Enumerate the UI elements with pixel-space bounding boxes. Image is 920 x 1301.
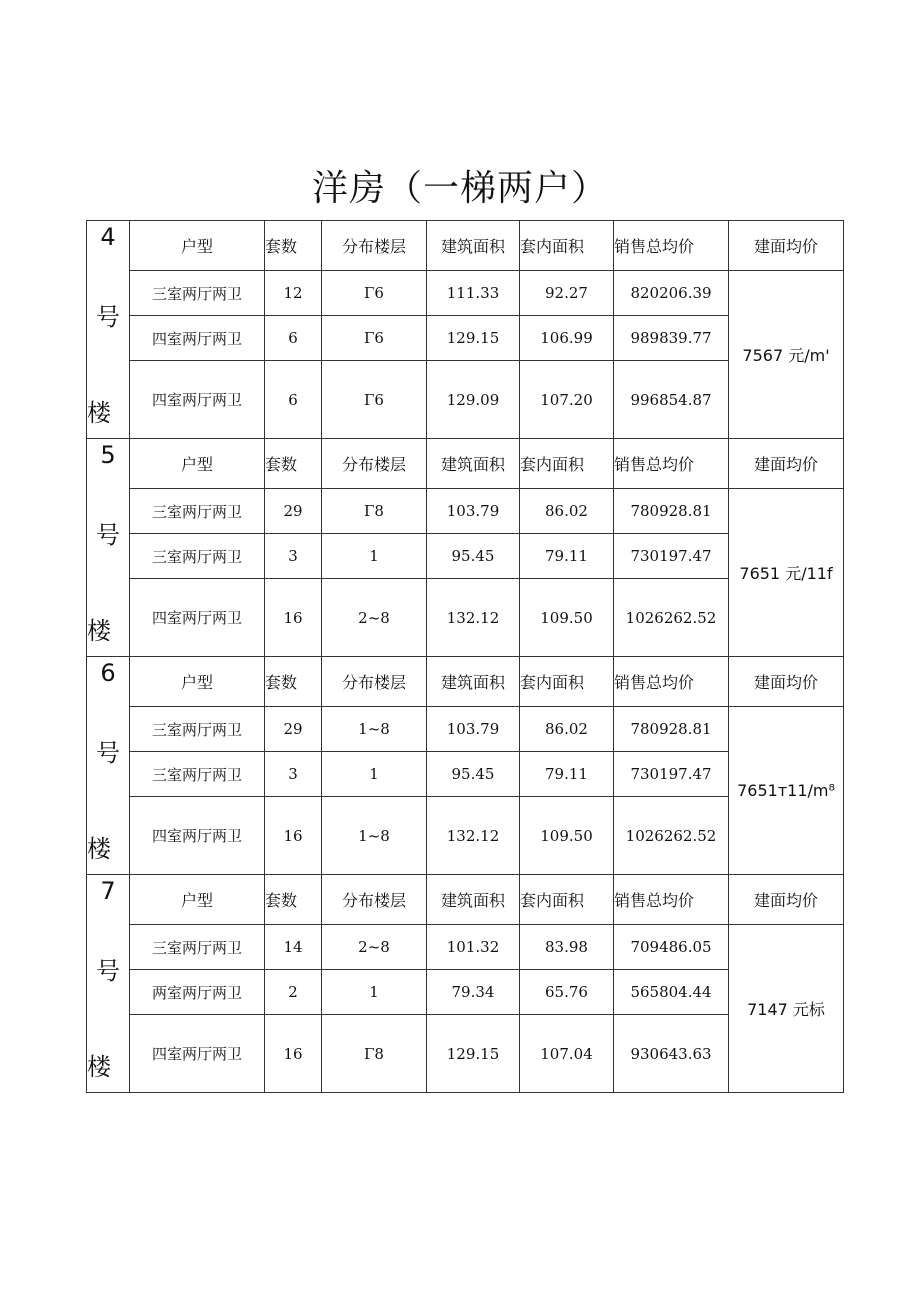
floor-range: Γ6 xyxy=(322,361,427,439)
net-area: 79.11 xyxy=(520,752,614,797)
building-hao-char: 号 xyxy=(96,739,120,767)
total-price: 730197.47 xyxy=(614,752,729,797)
column-header: 户型 xyxy=(130,221,265,271)
net-area: 107.20 xyxy=(520,361,614,439)
total-price: 780928.81 xyxy=(614,489,729,534)
column-header: 销售总均价 xyxy=(614,875,729,925)
floor-range: 1 xyxy=(322,534,427,579)
building-number: 6 xyxy=(100,659,116,687)
unit-count: 6 xyxy=(265,361,322,439)
floor-range: 2~8 xyxy=(322,925,427,970)
unit-type: 三室两厅两卫 xyxy=(130,489,265,534)
unit-count: 16 xyxy=(265,1015,322,1093)
column-header: 建筑面积 xyxy=(427,875,520,925)
average-price: 7147 元标 xyxy=(729,925,844,1093)
table-row xyxy=(87,271,844,316)
column-header: 户型 xyxy=(130,657,265,707)
building-lou-char: 楼 xyxy=(87,835,111,863)
column-header: 建筑面积 xyxy=(427,657,520,707)
unit-count: 14 xyxy=(265,925,322,970)
net-area: 65.76 xyxy=(520,970,614,1015)
gross-area: 103.79 xyxy=(427,707,520,752)
unit-type: 三室两厅两卫 xyxy=(130,707,265,752)
net-area: 92.27 xyxy=(520,271,614,316)
floor-range: Γ6 xyxy=(322,316,427,361)
building-number: 4 xyxy=(100,223,116,251)
column-header: 套内面积 xyxy=(520,439,614,489)
total-price: 780928.81 xyxy=(614,707,729,752)
total-price: 709486.05 xyxy=(614,925,729,970)
unit-count: 29 xyxy=(265,489,322,534)
page-title: 洋房（一梯两户） xyxy=(311,168,608,209)
net-area: 86.02 xyxy=(520,489,614,534)
unit-count: 6 xyxy=(265,316,322,361)
table-row xyxy=(87,925,844,970)
gross-area: 101.32 xyxy=(427,925,520,970)
unit-type: 三室两厅两卫 xyxy=(130,534,265,579)
column-header: 销售总均价 xyxy=(614,221,729,271)
total-price: 730197.47 xyxy=(614,534,729,579)
total-price: 1026262.52 xyxy=(614,797,729,875)
column-header: 套数 xyxy=(265,221,322,271)
column-header: 分布楼层 xyxy=(322,439,427,489)
gross-area: 132.12 xyxy=(427,579,520,657)
gross-area: 111.33 xyxy=(427,271,520,316)
gross-area: 129.09 xyxy=(427,361,520,439)
net-area: 107.04 xyxy=(520,1015,614,1093)
gross-area: 79.34 xyxy=(427,970,520,1015)
unit-type: 三室两厅两卫 xyxy=(130,271,265,316)
table-row xyxy=(87,707,844,752)
price-table xyxy=(86,220,844,1093)
unit-type: 四室两厅两卫 xyxy=(130,797,265,875)
price-table-body xyxy=(87,221,844,1093)
column-header: 分布楼层 xyxy=(322,221,427,271)
column-header: 套内面积 xyxy=(520,657,614,707)
net-area: 109.50 xyxy=(520,579,614,657)
column-header: 分布楼层 xyxy=(322,875,427,925)
building-label xyxy=(87,875,130,1093)
gross-area: 129.15 xyxy=(427,316,520,361)
unit-count: 3 xyxy=(265,534,322,579)
column-header: 建筑面积 xyxy=(427,221,520,271)
unit-type: 四室两厅两卫 xyxy=(130,361,265,439)
building-label xyxy=(87,657,130,875)
total-price: 930643.63 xyxy=(614,1015,729,1093)
floor-range: 1 xyxy=(322,970,427,1015)
average-price: 7567 元/m' xyxy=(729,271,844,439)
column-header: 户型 xyxy=(130,439,265,489)
gross-area: 95.45 xyxy=(427,752,520,797)
gross-area: 103.79 xyxy=(427,489,520,534)
column-header: 套内面积 xyxy=(520,221,614,271)
floor-range: 1 xyxy=(322,752,427,797)
gross-area: 129.15 xyxy=(427,1015,520,1093)
unit-type: 三室两厅两卫 xyxy=(130,752,265,797)
unit-type: 三室两厅两卫 xyxy=(130,925,265,970)
column-header: 建筑面积 xyxy=(427,439,520,489)
building-lou-char: 楼 xyxy=(87,399,111,427)
total-price: 565804.44 xyxy=(614,970,729,1015)
net-area: 86.02 xyxy=(520,707,614,752)
column-header: 户型 xyxy=(130,875,265,925)
unit-type: 四室两厅两卫 xyxy=(130,316,265,361)
unit-type: 四室两厅两卫 xyxy=(130,579,265,657)
column-header: 建面均价 xyxy=(729,875,844,925)
building-number: 5 xyxy=(100,441,116,469)
table-row xyxy=(87,489,844,534)
building-number: 7 xyxy=(100,877,116,905)
net-area: 83.98 xyxy=(520,925,614,970)
floor-range: 1~8 xyxy=(322,707,427,752)
unit-type: 四室两厅两卫 xyxy=(130,1015,265,1093)
column-header: 销售总均价 xyxy=(614,657,729,707)
floor-range: Γ8 xyxy=(322,489,427,534)
total-price: 1026262.52 xyxy=(614,579,729,657)
unit-count: 29 xyxy=(265,707,322,752)
gross-area: 132.12 xyxy=(427,797,520,875)
floor-range: 1~8 xyxy=(322,797,427,875)
floor-range: Γ6 xyxy=(322,271,427,316)
building-label xyxy=(87,221,130,439)
column-header: 套内面积 xyxy=(520,875,614,925)
floor-range: Γ8 xyxy=(322,1015,427,1093)
average-price: 7651 元/11f xyxy=(729,489,844,657)
building-lou-char: 楼 xyxy=(87,1053,111,1081)
building-hao-char: 号 xyxy=(96,303,120,331)
column-header: 套数 xyxy=(265,439,322,489)
unit-count: 16 xyxy=(265,797,322,875)
unit-count: 12 xyxy=(265,271,322,316)
column-header: 套数 xyxy=(265,875,322,925)
building-header-row xyxy=(87,439,844,489)
net-area: 79.11 xyxy=(520,534,614,579)
column-header: 建面均价 xyxy=(729,439,844,489)
building-lou-char: 楼 xyxy=(87,617,111,645)
building-header-row xyxy=(87,657,844,707)
unit-count: 2 xyxy=(265,970,322,1015)
net-area: 109.50 xyxy=(520,797,614,875)
building-header-row xyxy=(87,875,844,925)
gross-area: 95.45 xyxy=(427,534,520,579)
unit-count: 3 xyxy=(265,752,322,797)
average-price: 7651т11/m⁸ xyxy=(729,707,844,875)
net-area: 106.99 xyxy=(520,316,614,361)
building-header-row xyxy=(87,221,844,271)
column-header: 建面均价 xyxy=(729,657,844,707)
total-price: 820206.39 xyxy=(614,271,729,316)
column-header: 建面均价 xyxy=(729,221,844,271)
total-price: 989839.77 xyxy=(614,316,729,361)
total-price: 996854.87 xyxy=(614,361,729,439)
column-header: 销售总均价 xyxy=(614,439,729,489)
building-label xyxy=(87,439,130,657)
building-hao-char: 号 xyxy=(96,957,120,985)
column-header: 分布楼层 xyxy=(322,657,427,707)
column-header: 套数 xyxy=(265,657,322,707)
unit-type: 两室两厅两卫 xyxy=(130,970,265,1015)
unit-count: 16 xyxy=(265,579,322,657)
floor-range: 2~8 xyxy=(322,579,427,657)
building-hao-char: 号 xyxy=(96,521,120,549)
